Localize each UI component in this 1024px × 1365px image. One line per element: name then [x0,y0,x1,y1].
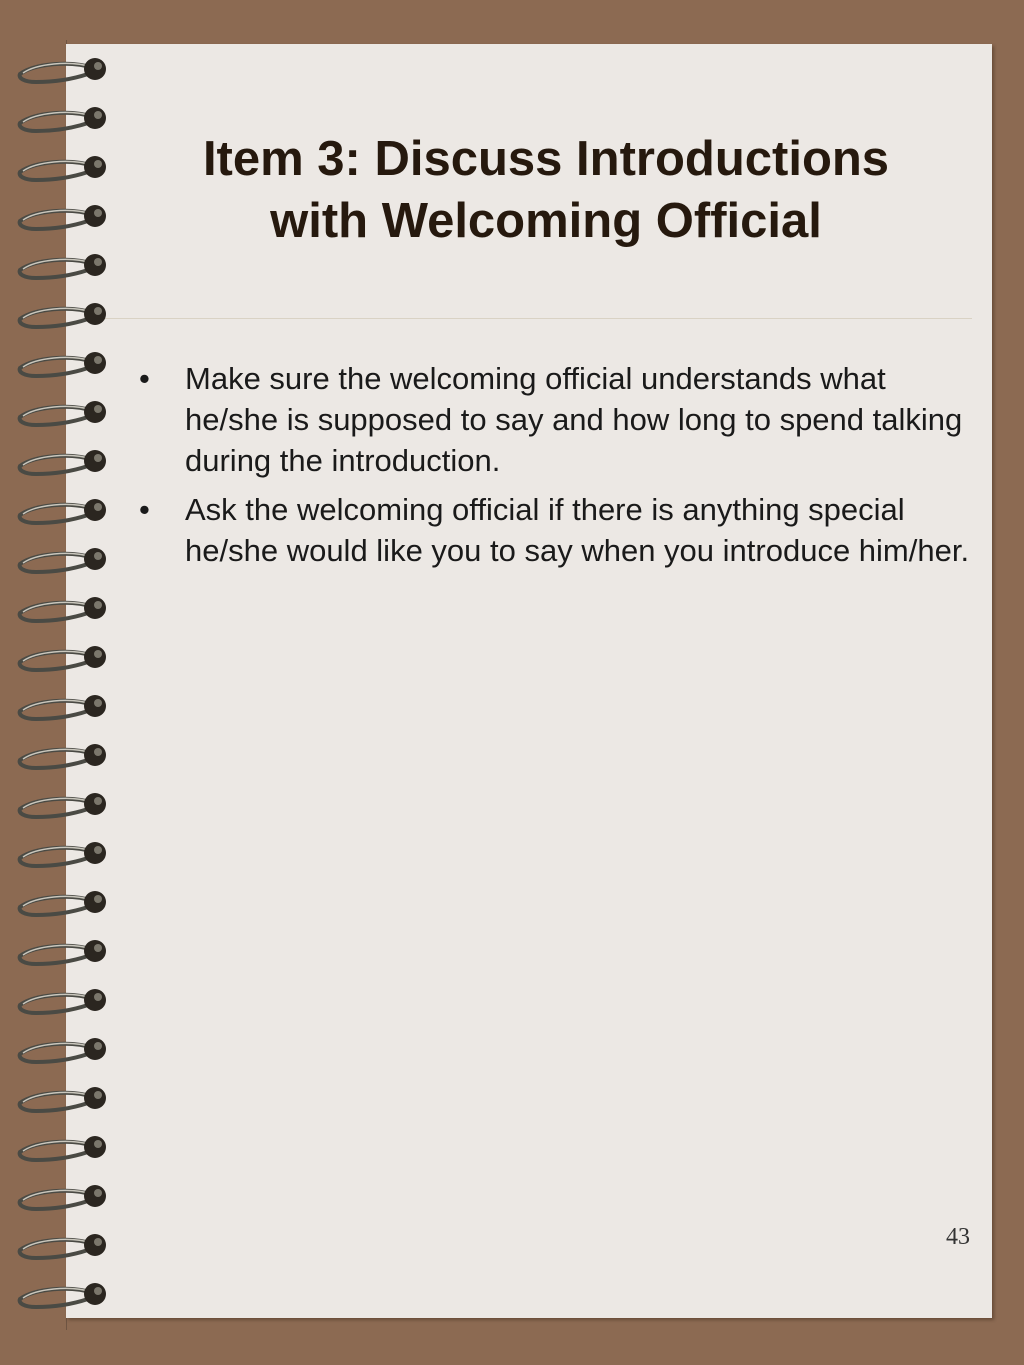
spiral-ring-icon [14,297,119,337]
bullet-text: Make sure the welcoming official understands what he/she is supposed to say and how long to spend talking during the introduction. [185,361,963,478]
spiral-ring-icon [14,934,119,974]
bullet-list [130,358,975,579]
spiral-ring-icon [14,983,119,1023]
spiral-ring-icon [14,493,119,533]
spiral-ring-icon [14,346,119,386]
title-line-1: Item 3: Discuss Introductions [202,132,890,186]
spiral-ring-icon [14,248,119,288]
bullet-text: Ask the welcoming official if there is anything special he/she would like you to say when you introduce him/her. [185,492,970,568]
spiral-ring-icon [14,1130,119,1170]
spiral-ring-icon [14,885,119,925]
bullet-item [130,489,975,571]
spiral-ring-icon [14,150,119,190]
spiral-ring-icon [14,1179,119,1219]
spiral-ring-icon [14,689,119,729]
title-line-2: with Welcoming Official [270,194,822,248]
title-divider [98,318,972,319]
spiral-ring-icon [14,1277,119,1317]
spiral-ring-icon [14,1228,119,1268]
bullet-item [130,358,975,481]
spiral-ring-icon [14,640,119,680]
spiral-ring-icon [14,787,119,827]
spiral-ring-icon [14,591,119,631]
spiral-ring-icon [14,199,119,239]
spiral-ring-icon [14,1081,119,1121]
spiral-ring-icon [14,836,119,876]
spiral-ring-icon [14,542,119,582]
page-title [120,128,972,252]
spiral-ring-icon [14,52,119,92]
bullet-marker: • [139,492,150,527]
spiral-ring-icon [14,1032,119,1072]
page-number: 43 [946,1224,970,1250]
spiral-ring-icon [14,738,119,778]
bullet-marker: • [139,361,150,396]
spiral-ring-icon [14,395,119,435]
spiral-ring-icon [14,101,119,141]
spiral-ring-icon [14,444,119,484]
